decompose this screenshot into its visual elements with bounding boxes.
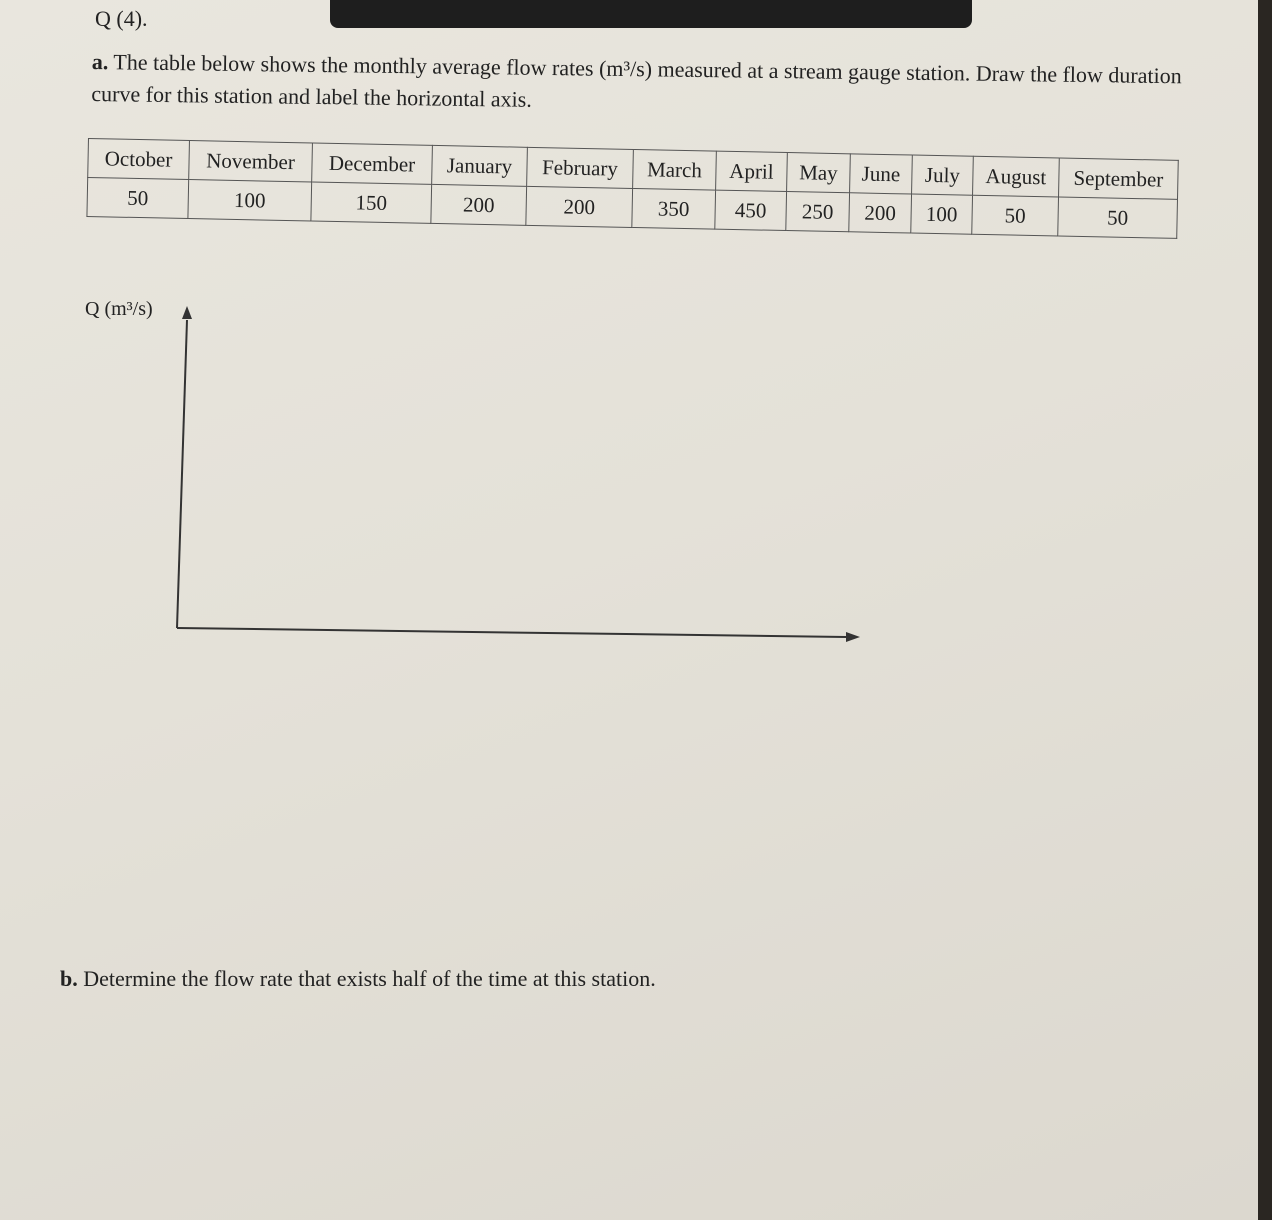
table-value-cell: 50	[87, 178, 189, 219]
part-b-paragraph	[60, 966, 656, 992]
table-value-cell: 150	[311, 182, 432, 223]
table-header-cell: November	[189, 141, 313, 182]
x-axis-line	[177, 628, 846, 637]
part-a-label: a.	[91, 48, 109, 75]
table-header-cell: August	[973, 156, 1060, 197]
table-value-cell: 200	[526, 186, 633, 227]
table-header-cell: December	[312, 143, 433, 184]
table-header-cell: January	[432, 145, 528, 186]
table-header-cell: May	[787, 153, 851, 193]
table-value-cell: 200	[849, 193, 912, 233]
table-value-cell: 250	[786, 192, 850, 232]
table-header-cell: March	[633, 149, 717, 190]
table-value-cell: 350	[632, 188, 716, 229]
table-value-cell: 450	[715, 190, 787, 230]
part-b-text: Determine the flow rate that exists half of the time at this station.	[83, 966, 656, 991]
y-axis-arrowhead	[182, 306, 192, 319]
y-axis-line	[177, 320, 187, 628]
table-header-cell: February	[527, 147, 634, 188]
table-header-cell: April	[716, 151, 788, 191]
table-value-cell: 50	[1058, 197, 1178, 238]
table-value-cell: 200	[431, 184, 527, 225]
table-header-cell: June	[850, 154, 913, 194]
table-value-cell: 50	[972, 195, 1059, 236]
table-header-cell: July	[912, 155, 974, 195]
table-header-cell: October	[88, 139, 190, 180]
table-header-cell: September	[1059, 158, 1179, 199]
question-number: Q (4).	[95, 6, 148, 31]
part-b-label: b.	[60, 966, 78, 991]
part-a-text: The table below shows the monthly average flow rates (m³/s) measured at a stream gauge station. Draw the flow duration curve for this station and label the horizontal axis.	[91, 49, 1182, 112]
table-value-cell: 100	[188, 180, 312, 221]
y-axis-label: Q (m³/s)	[85, 298, 153, 320]
table-value-cell: 100	[911, 194, 973, 234]
x-axis-arrowhead	[846, 632, 860, 642]
